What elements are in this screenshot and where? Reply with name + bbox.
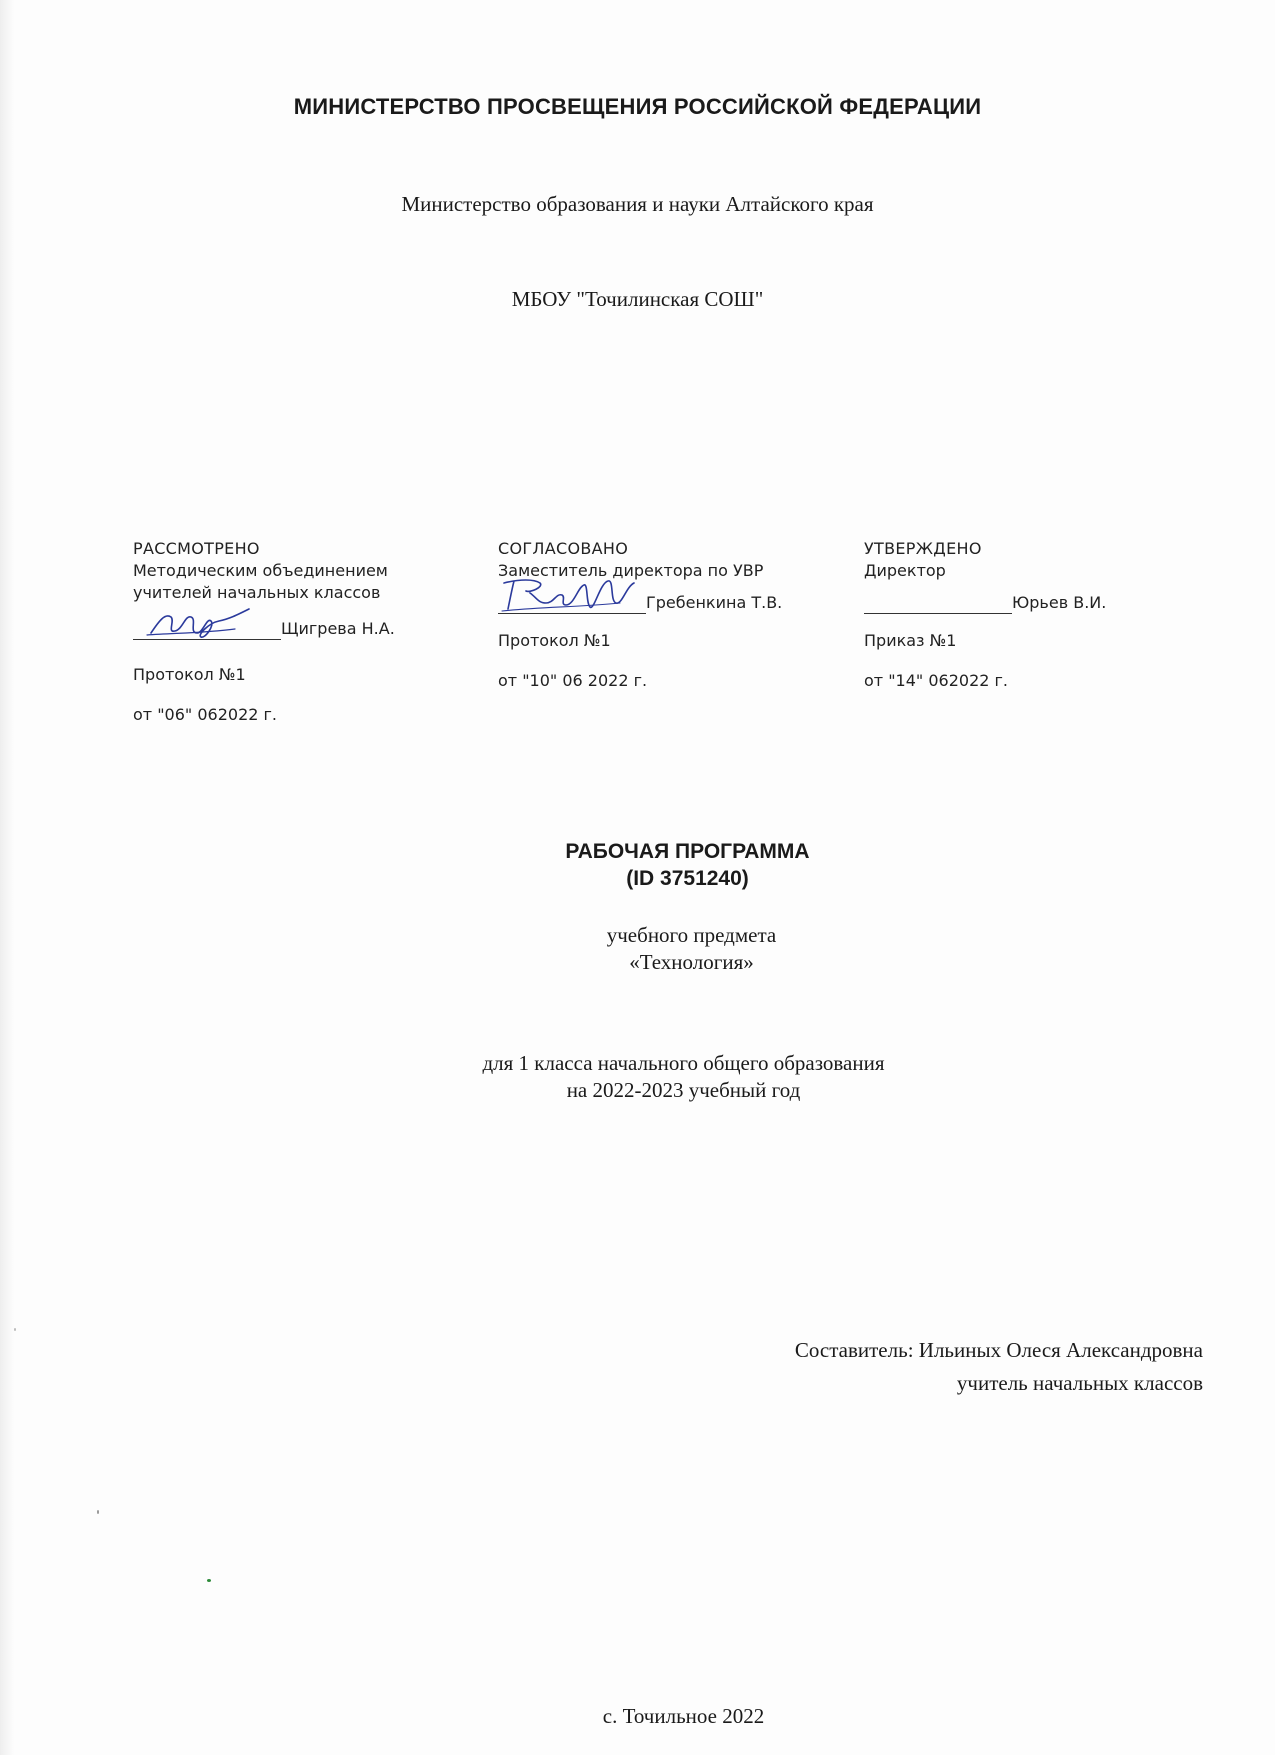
scan-speck bbox=[207, 1579, 211, 1582]
subject-block bbox=[54, 922, 1275, 976]
signature-line bbox=[864, 595, 1012, 614]
approval-approved bbox=[864, 538, 1184, 692]
subject-name: «Технология» bbox=[629, 950, 754, 974]
protocol-number: Протокол №1 bbox=[133, 665, 246, 684]
school-name: МБОУ "Точилинская СОШ" bbox=[511, 287, 764, 311]
compiler-block bbox=[795, 1334, 1203, 1400]
signature-line bbox=[133, 621, 281, 640]
approval-date: от "06" 062022 г. bbox=[133, 705, 278, 724]
signature-row bbox=[498, 592, 818, 616]
order-number: Приказ №1 bbox=[864, 631, 957, 650]
grade-block bbox=[46, 1050, 1275, 1104]
signature-row bbox=[133, 618, 453, 642]
signer-name: Щигрева Н.А. bbox=[281, 619, 395, 638]
program-title: РАБОЧАЯ ПРОГРАММА bbox=[565, 840, 810, 863]
grade-caption: для 1 класса начального общего образования bbox=[482, 1051, 885, 1075]
signer-name: Юрьев В.И. bbox=[1012, 593, 1107, 612]
handwritten-signature bbox=[145, 603, 255, 643]
protocol-number: Протокол №1 bbox=[498, 631, 611, 650]
approval-body: Методическим объединением bbox=[133, 561, 388, 580]
approval-title: РАССМОТРЕНО bbox=[133, 539, 260, 558]
approval-body: Директор bbox=[864, 561, 946, 580]
program-title-block bbox=[50, 838, 1275, 892]
place-year: с. Точильное 2022 bbox=[602, 1704, 765, 1728]
school-year: на 2022-2023 учебный год bbox=[566, 1078, 801, 1102]
approval-body: Заместитель директора по УВР bbox=[498, 561, 764, 580]
signature-row bbox=[864, 592, 1184, 616]
approval-date: от "10" 06 2022 г. bbox=[498, 671, 648, 690]
handwritten-signature bbox=[500, 573, 640, 617]
regional-ministry: Министерство образования и науки Алтайского края bbox=[401, 192, 874, 216]
ministry-title: МИНИСТЕРСТВО ПРОСВЕЩЕНИЯ РОССИЙСКОЙ ФЕДЕРАЦИИ bbox=[293, 94, 982, 119]
approval-reviewed bbox=[133, 538, 453, 726]
compiler-name: Составитель: Ильиных Олеся Александровна bbox=[794, 1338, 1203, 1362]
scan-speck bbox=[97, 1510, 99, 1514]
approval-title: СОГЛАСОВАНО bbox=[498, 539, 629, 558]
signer-name: Гребенкина Т.В. bbox=[646, 593, 783, 612]
approval-title: УТВЕРЖДЕНО bbox=[864, 539, 982, 558]
program-id: (ID 3751240) bbox=[626, 867, 749, 890]
approval-agreed bbox=[498, 538, 818, 692]
signature-line bbox=[498, 595, 646, 614]
approval-date: от "14" 062022 г. bbox=[864, 671, 1009, 690]
approval-body: учителей начальных классов bbox=[133, 583, 381, 602]
scan-speck bbox=[14, 1328, 16, 1331]
subject-caption: учебного предмета bbox=[606, 923, 777, 947]
compiler-position: учитель начальных классов bbox=[956, 1371, 1203, 1395]
